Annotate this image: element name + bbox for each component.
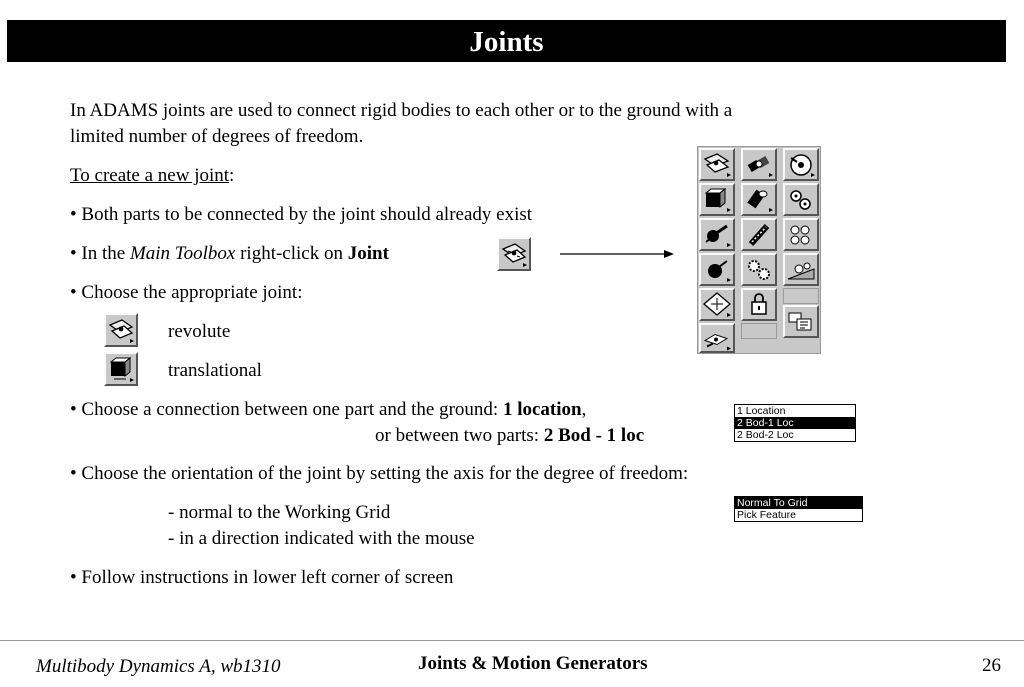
location-option-2[interactable]: 2 Bod-1 Loc xyxy=(735,417,855,429)
footer-divider xyxy=(0,640,1024,641)
page-title: Joints xyxy=(469,26,544,58)
bullet-orientation: • Choose the orientation of the joint by setting the axis for the degree of freedom: xyxy=(70,463,689,484)
bullet-main-toolbox-mid: right-click on xyxy=(235,243,348,264)
cylindrical-joint-icon[interactable] xyxy=(741,183,777,216)
gear-pair-icon[interactable] xyxy=(741,253,777,286)
bullet-connection xyxy=(70,397,586,423)
translational-joint-icon[interactable] xyxy=(104,352,138,386)
joint-toolbox-palette xyxy=(697,146,821,354)
revolute-joint-icon[interactable] xyxy=(104,313,138,347)
translational-label: translational xyxy=(168,360,262,381)
hooke-joint-icon[interactable] xyxy=(741,148,777,181)
page-number: 26 xyxy=(982,655,1001,676)
create-heading xyxy=(70,163,234,189)
bullet-main-toolbox-prefix: • In the xyxy=(70,243,130,264)
arrow-to-toolbox xyxy=(560,247,675,261)
two-bod-one-loc-label: 2 Bod - 1 loc xyxy=(543,425,645,446)
orientation-menu-normal[interactable]: Normal To Grid xyxy=(735,497,862,509)
bullet-connection-line2 xyxy=(375,423,644,449)
create-heading-colon: : xyxy=(229,165,235,186)
location-option-3[interactable]: 2 Bod-2 Loc xyxy=(737,429,794,441)
revolute-joint-icon[interactable] xyxy=(699,148,735,181)
bullet-follow-instructions: • Follow instructions in lower left corner of screen xyxy=(70,567,454,588)
constant-velocity-icon[interactable] xyxy=(699,323,735,353)
orientation-option-mouse: - in a direction indicated with the mouse xyxy=(168,528,475,549)
location-menu[interactable] xyxy=(734,404,856,442)
cam-icon[interactable] xyxy=(783,218,819,251)
intro-line-1: In ADAMS joints are used to connect rigid bodies to each other or to the ground with a xyxy=(70,100,733,121)
orientation-menu-pick[interactable]: Pick Feature xyxy=(737,509,796,521)
footer-section: Joints & Motion Generators xyxy=(418,653,648,674)
footer-course: Multibody Dynamics A, wb1310 xyxy=(36,656,281,677)
inplane-joint-icon[interactable] xyxy=(783,253,819,286)
revolute-label: revolute xyxy=(168,321,231,342)
bullet-connection-prefix: • Choose a connection between one part and the ground: xyxy=(70,399,503,420)
bullet-parts-exist: • Both parts to be connected by the joint should already exist xyxy=(70,204,533,225)
gear-icon[interactable] xyxy=(783,148,819,181)
bullet-connection-line2-prefix: or between two parts: xyxy=(375,425,544,446)
bullet-choose-joint: • Choose the appropriate joint: xyxy=(70,282,303,303)
translational-joint-icon[interactable] xyxy=(699,183,735,216)
one-location-label: 1 location xyxy=(502,399,582,420)
toolbox-spacer xyxy=(783,288,819,304)
coupler-icon[interactable] xyxy=(783,183,819,216)
orientation-option-normal: - normal to the Working Grid xyxy=(168,502,391,523)
screw-joint-icon[interactable] xyxy=(699,218,735,251)
intro-line-2: limited number of degrees of freedom. xyxy=(70,126,364,147)
rack-pinion-icon[interactable] xyxy=(741,218,777,251)
toolbox-spacer xyxy=(741,323,777,339)
primitive-joint-icon[interactable] xyxy=(783,305,819,338)
joint-tool-icon[interactable] xyxy=(497,237,531,271)
location-option-1[interactable]: 1 Location xyxy=(737,405,786,417)
create-heading-text: To create a new joint xyxy=(70,165,230,186)
title-bar xyxy=(7,20,1006,62)
planar-joint-icon[interactable] xyxy=(699,288,735,321)
main-toolbox-label: Main Toolbox xyxy=(129,243,236,264)
joint-label: Joint xyxy=(347,243,389,264)
bullet-main-toolbox xyxy=(70,241,389,267)
fixed-joint-icon[interactable] xyxy=(741,288,777,321)
bullet-connection-suffix: , xyxy=(581,399,587,420)
orientation-menu[interactable] xyxy=(734,496,863,522)
spherical-joint-icon[interactable] xyxy=(699,253,735,286)
